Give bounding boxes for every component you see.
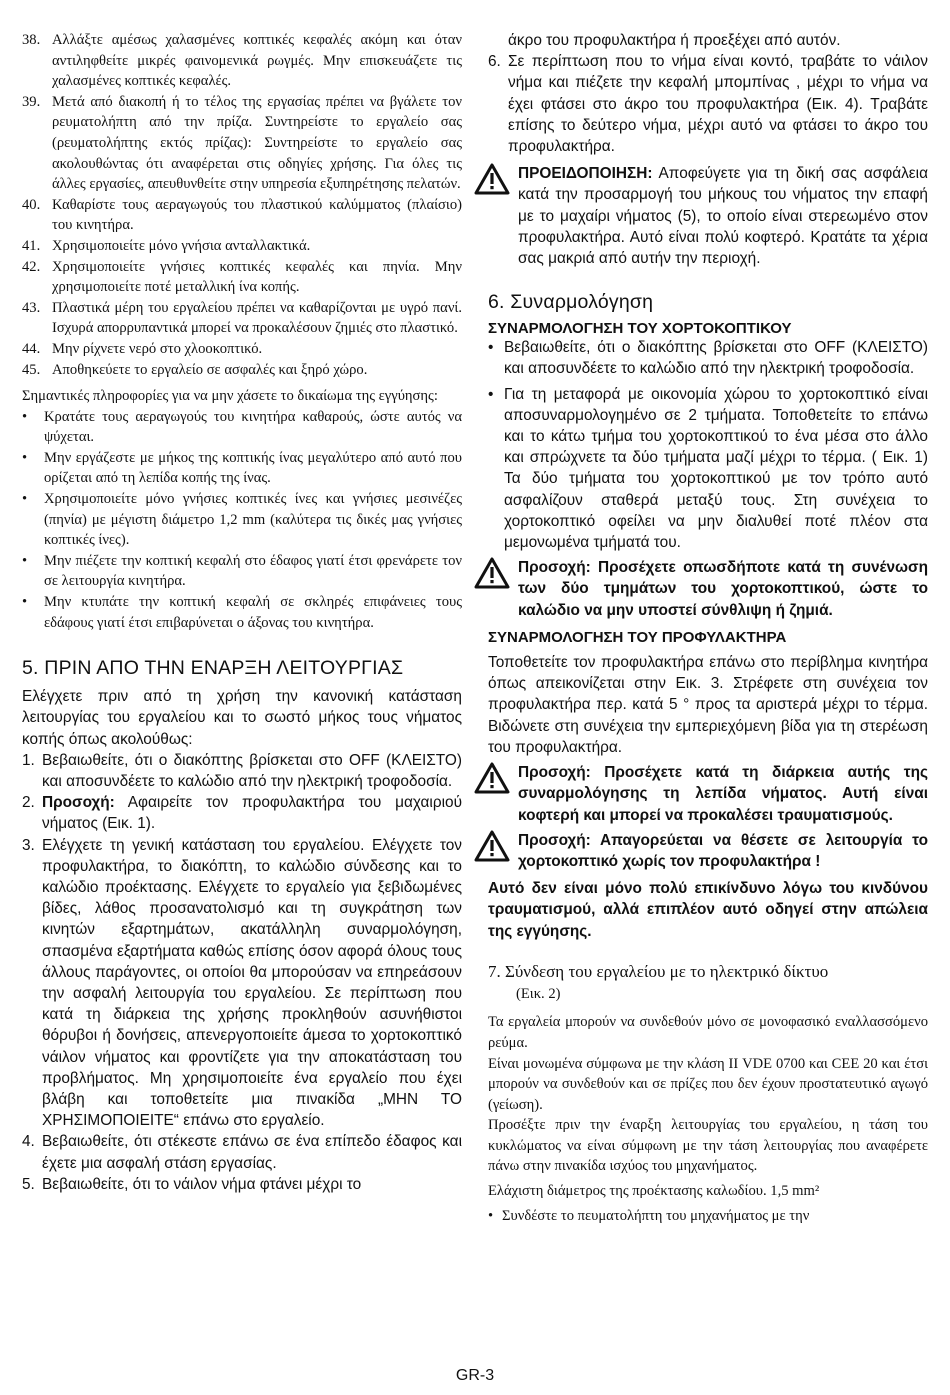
list-item: • Χρησιμοποιείτε μόνο γνήσιες κοπτικές ίνες και γνήσιες μεσινέζες (πηνία) με μέγιστη διάμετρο 1,2 mm (καλύτερα τις δικές μας γνήσιες κοπτικές ίνες). bbox=[22, 491, 462, 549]
warning-triangle-icon bbox=[474, 557, 512, 595]
warning-block: ΠΡΟΕΙΔΟΠΟΙΗΣΗ: Αποφεύγετε για τη δική σας ασφάλεια κατά την προσαρμογή του μήκους του νήματος την επαφή με το μαχαίρι νήματος (5), το οποίο είναι στερεωμένο στον προφυλακτήρα. Αυτό είναι πολύ κοφτερό. Κρατάτε τα χέρια σας μακριά από αυτήν την περιοχή. bbox=[488, 163, 928, 269]
list-item: • Βεβαιωθείτε, ότι ο διακόπτης βρίσκεται στο OFF (ΚΛΕΙΣΤΟ) και αποσυνδέετε το καλώδιο από την ηλεκτρική τροφοδοσία. bbox=[488, 339, 928, 378]
warning-triangle-icon bbox=[474, 830, 512, 868]
subsection-title: ΣΥΝΑΡΜΟΛΟΓΗΣΗ ΤΟΥ ΧΟΡΤΟΚΟΠΤΙΚΟΥ bbox=[488, 320, 792, 338]
paragraph: Τοποθετείτε τον προφυλακτήρα επάνω στο περίβλημα κινητήρα όπως απεικονίζεται στην Εικ. 3. Στρέφετε στη συνέχεια τον προφυλακτήρα περ. κατά 5 ° προς τα αριστερά μέχρι το τέρμα. Βιδώνετε στη συνέχεια την εμπεριεχόμενη βίδα για τη στερέωση του προφυλακτήρα. bbox=[488, 654, 928, 756]
list-item: • Μην κτυπάτε την κοπτική κεφαλή σε σκληρές επιφάνειες τους εδάφους γιατί έτσι επιβαρύνεται ο άξονας του κινητήρα. bbox=[22, 594, 462, 631]
list-item: • Μην εργάζεστε με μήκος της κοπτικής ίνας μεγαλύτερο από αυτό που ορίζεται από τη λεπίδα κοπής της ίνας. bbox=[22, 449, 462, 487]
list-item: 3. Ελέγχετε τη γενική κατάσταση του εργαλείου. Ελέγχετε τον προφυλακτήρα, το διακόπτη, το καλώδιο σύνδεσης και το καλώδιο προέκτασης. Ελέγχετε το εργαλείο για ξεβιδωμένες βίδες, λάθος προσανατολισμό και τη συγκράτηση των κινητών εξαρτημάτων, ακατάλληλη συναρμολόγηση, σπασμένα εξαρτήματα καθώς επίσης όσον αφορά όλους τους άλλους παράγοντες, οι οποίοι θα μπορούσαν να επηρεάσουν την ασφαλή λειτουργία του εργαλείου. Σε περίπτωση που κατά τη διάρκεια της χρήσης προκληθούν ασυνήθιστοι θόρυβοι ή δονήσεις, απενεργοποιείτε άμεσα το χορτοκοπτικό νάιλον νήματος και φροντίζετε για την αποκατάσταση του προβλήματος. Μη χρησιμοποιείτε ένα εργαλείο που έχει βλάβη και τοποθετείτε μια πινακίδα „ΜΗΝ ΤΟ ΧΡΗΣΙΜΟΠΟΙΕΙΤΕ“ επάνω στο εργαλείο. bbox=[22, 836, 462, 1130]
paragraph: Είναι μονωμένα σύμφωνα με την κλάση ΙΙ VDE 0700 και CEE 20 και έτσι μπορούν να συνδεθούν και σε πρίζες που δεν έχουν προστατευτικό αγωγό (γείωση). bbox=[488, 1055, 928, 1113]
section-7-subtitle: (Εικ. 2) bbox=[516, 985, 561, 1002]
section-5-body bbox=[22, 686, 462, 1195]
list-item: 5. Βεβαιωθείτε, ότι το νάιλον νήμα φτάνει μέχρι το bbox=[22, 1175, 362, 1193]
section-5-intro: Ελέγχετε πριν από τη χρήση την κανονική κατάσταση λειτουργίας του εργαλείου και το σωστό μήκος τους νήματος κοπής όπως ακολούθως: bbox=[22, 688, 462, 748]
list-item: • Κρατάτε τους αεραγωγούς του κινητήρα καθαρούς, ώστε αυτός να ψύχεται. bbox=[22, 408, 462, 446]
warning-block: Προσοχή: Απαγορεύεται να θέσετε σε λειτουργία το χορτοκοπτικό χωρίς τον προφυλακτήρα ! bbox=[488, 830, 928, 872]
warning-triangle-icon bbox=[474, 163, 512, 201]
list-item: 2. Προσοχή: Αφαιρείτε τον προφυλακτήρα του μαχαιριού νήματος (Εικ. 1). bbox=[22, 794, 462, 833]
list-item: άκρο του προφυλακτήρα ή προεξέχει από αυτόν. bbox=[508, 32, 841, 49]
list-item: 39. Μετά από διακοπή ή το τέλος της εργασίας πρέπει να βγάλετε τον ρευματολήπτη από την πρίζα. Συντηρείστε το εργαλείο σας (ρευματολήπτης εκτός πρίζας): Συντηρείστε το εργαλείο σας ακολουθώντας ότι αναφέρεται στις οδηγίες χρήσης. Για όλες τις άλλες εργασίες, απευθυνθείτε στην υπηρεσία εξυπηρέτησης πελατών. bbox=[22, 93, 462, 193]
section-7-title: 7. Σύνδεση του εργαλείου με το ηλεκτρικό δίκτυο bbox=[488, 961, 829, 981]
list-item: 43. Πλαστικά μέρη του εργαλείου πρέπει να καθαρίζονται με υγρό πανί. Ισχυρά απορρυπαντικά μπορεί να προκαλέσουν ζημιές στο πλαστικό. bbox=[22, 299, 462, 337]
paragraph: Τα εργαλεία μπορούν να συνδεθούν μόνο σε μονοφασικό εναλλασσόμενο ρεύμα. bbox=[488, 1014, 928, 1051]
assembly-body bbox=[488, 337, 928, 941]
list-item: 44. Μην ρίχνετε νερό στο χλοοκοπτικό. bbox=[22, 340, 263, 357]
assembly-steps bbox=[488, 30, 928, 269]
warning-block: Προσοχή: Προσέχετε οπωσδήποτε κατά τη συνένωση των δύο τμημάτων του χορτοκοπτικού, ώστε το καλώδιο να μην υποστεί σύνθλιψη ή ζημιά. bbox=[488, 557, 928, 621]
warning-block: Προσοχή: Προσέχετε κατά τη διάρκεια αυτής της συναρμολόγησης τη λεπίδα νήματος. Αυτή είναι κοφτερή και μπορεί να προκαλέσει τραυματισμούς. bbox=[488, 762, 928, 826]
list-item: 45. Αποθηκεύετε το εργαλείο σε ασφαλές και ξηρό χώρο. bbox=[22, 361, 368, 378]
list-item: 38. Αλλάξτε αμέσως χαλασμένες κοπτικές κεφαλές ακόμη και όταν αντιληφθείτε μικρές φαινομενικά ρωγμές. Μην επισκευάζετε τις χαλασμένες κοπτικές κεφαλές. bbox=[22, 32, 462, 90]
list-item: • Για τη μεταφορά με οικονομία χώρου το χορτοκοπτικό είναι αποσυναρμολογημένο σε 2 τμήματα. Τοποθετείτε το επάνω και το κάτω τμήμα του χορτοκοπτικού το ένα μέσα στο άλλο και σπρώχνετε τα δύο τμήματα μαζί μέχρι το τέρμα. ( Εικ. 1) Τα δύο τμήματα του χορτοκοπτικού με τον τρόπο αυτό ασφαλίζουν σταθερά μεταξύ τους. Στη συνέχεια το χορτοκοπτικό οφείλει να μην διαλυθεί ποτέ πλέον στα μεμονωμένα τμήματά του. bbox=[488, 385, 928, 552]
bold-paragraph: Αυτό δεν είναι μόνο πολύ επικίνδυνο λόγω του κινδύνου τραυματισμού, αλλά επιπλέον αυτό οδηγεί στην απώλεια της εγγύησης. bbox=[488, 880, 928, 940]
section-7 bbox=[488, 960, 928, 1227]
list-item: 41. Χρησιμοποιείτε μόνο γνήσια ανταλλακτικά. bbox=[22, 237, 311, 254]
list-item: 6. Σε περίπτωση που το νήμα είναι κοντό, τραβάτε το νάιλον νήμα και πιέζετε την κεφαλή μπομπίνας , μέχρι το νήμα να έχει φτάσει στο άκρο του προφυλακτήρα (Εικ. 4). Τραβάτε επίσης το δεύτερο νήμα, μέχρι αυτό να φτάσει το άκρο του προφυλακτήρα. bbox=[488, 53, 928, 156]
list-item: 40. Καθαρίστε τους αεραγωγούς του πλαστικού καλύμματος (πλαίσιο) του κινητήρα. bbox=[22, 196, 462, 234]
list-item: 42. Χρησιμοποιείτε γνήσιες κοπτικές κεφαλές και πηνία. Μην χρησιμοποιείτε ποτέ μεταλλική ίνα κοπής. bbox=[22, 258, 462, 296]
maintenance-list bbox=[22, 30, 462, 633]
right-column bbox=[488, 30, 928, 1226]
page-number: GR-3 bbox=[455, 1367, 495, 1384]
warranty-intro: Σημαντικές πληροφορίες για να μην χάσετε το δικαίωμα της εγγύησης: bbox=[22, 388, 438, 405]
list-item: 4. Βεβαιωθείτε, ότι στέκεστε επάνω σε ένα επίπεδο έδαφος και έχετε μια ασφαλή στάση εργασίας. bbox=[22, 1133, 462, 1172]
left-column bbox=[22, 30, 462, 1195]
section-6-title: 6. Συναρμολόγηση bbox=[488, 291, 654, 314]
list-item: • Συνδέστε το πευματολήπτη του μηχανήματος με την bbox=[488, 1207, 810, 1224]
warning-triangle-icon bbox=[474, 762, 512, 800]
paragraph: Ελάχιστη διάμετρος της προέκτασης καλωδίου. 1,5 mm² bbox=[488, 1183, 820, 1200]
list-item: 1. Βεβαιωθείτε, ότι ο διακόπτης βρίσκεται στο OFF (ΚΛΕΙΣΤΟ) και αποσυνδέετε το καλώδιο από την ηλεκτρική τροφοδοσία. bbox=[22, 751, 462, 791]
list-item: • Μην πιέζετε την κοπτική κεφαλή στο έδαφος γιατί έτσι φρενάρετε τον σε λειτουργία κινητήρα. bbox=[22, 552, 462, 590]
subsection-title: ΣΥΝΑΡΜΟΛΟΓΗΣΗ ΤΟΥ ΠΡΟΦΥΛΑΚΤΗΡΑ bbox=[488, 628, 787, 646]
section-5-title: 5. ΠΡΙΝ ΑΠΟ ΤΗΝ ΕΝΑΡΞΗ ΛΕΙΤΟΥΡΓΙΑΣ bbox=[22, 657, 404, 680]
paragraph: Προσέξτε πριν την έναρξη λειτουργίας του εργαλείου, η τάση του κυκλώματος να είναι σύμφωνη με την τάση λειτουργίας που αναφέρετε πάνω στην πινακίδα ισχύος του μηχανήματος. bbox=[488, 1117, 928, 1175]
